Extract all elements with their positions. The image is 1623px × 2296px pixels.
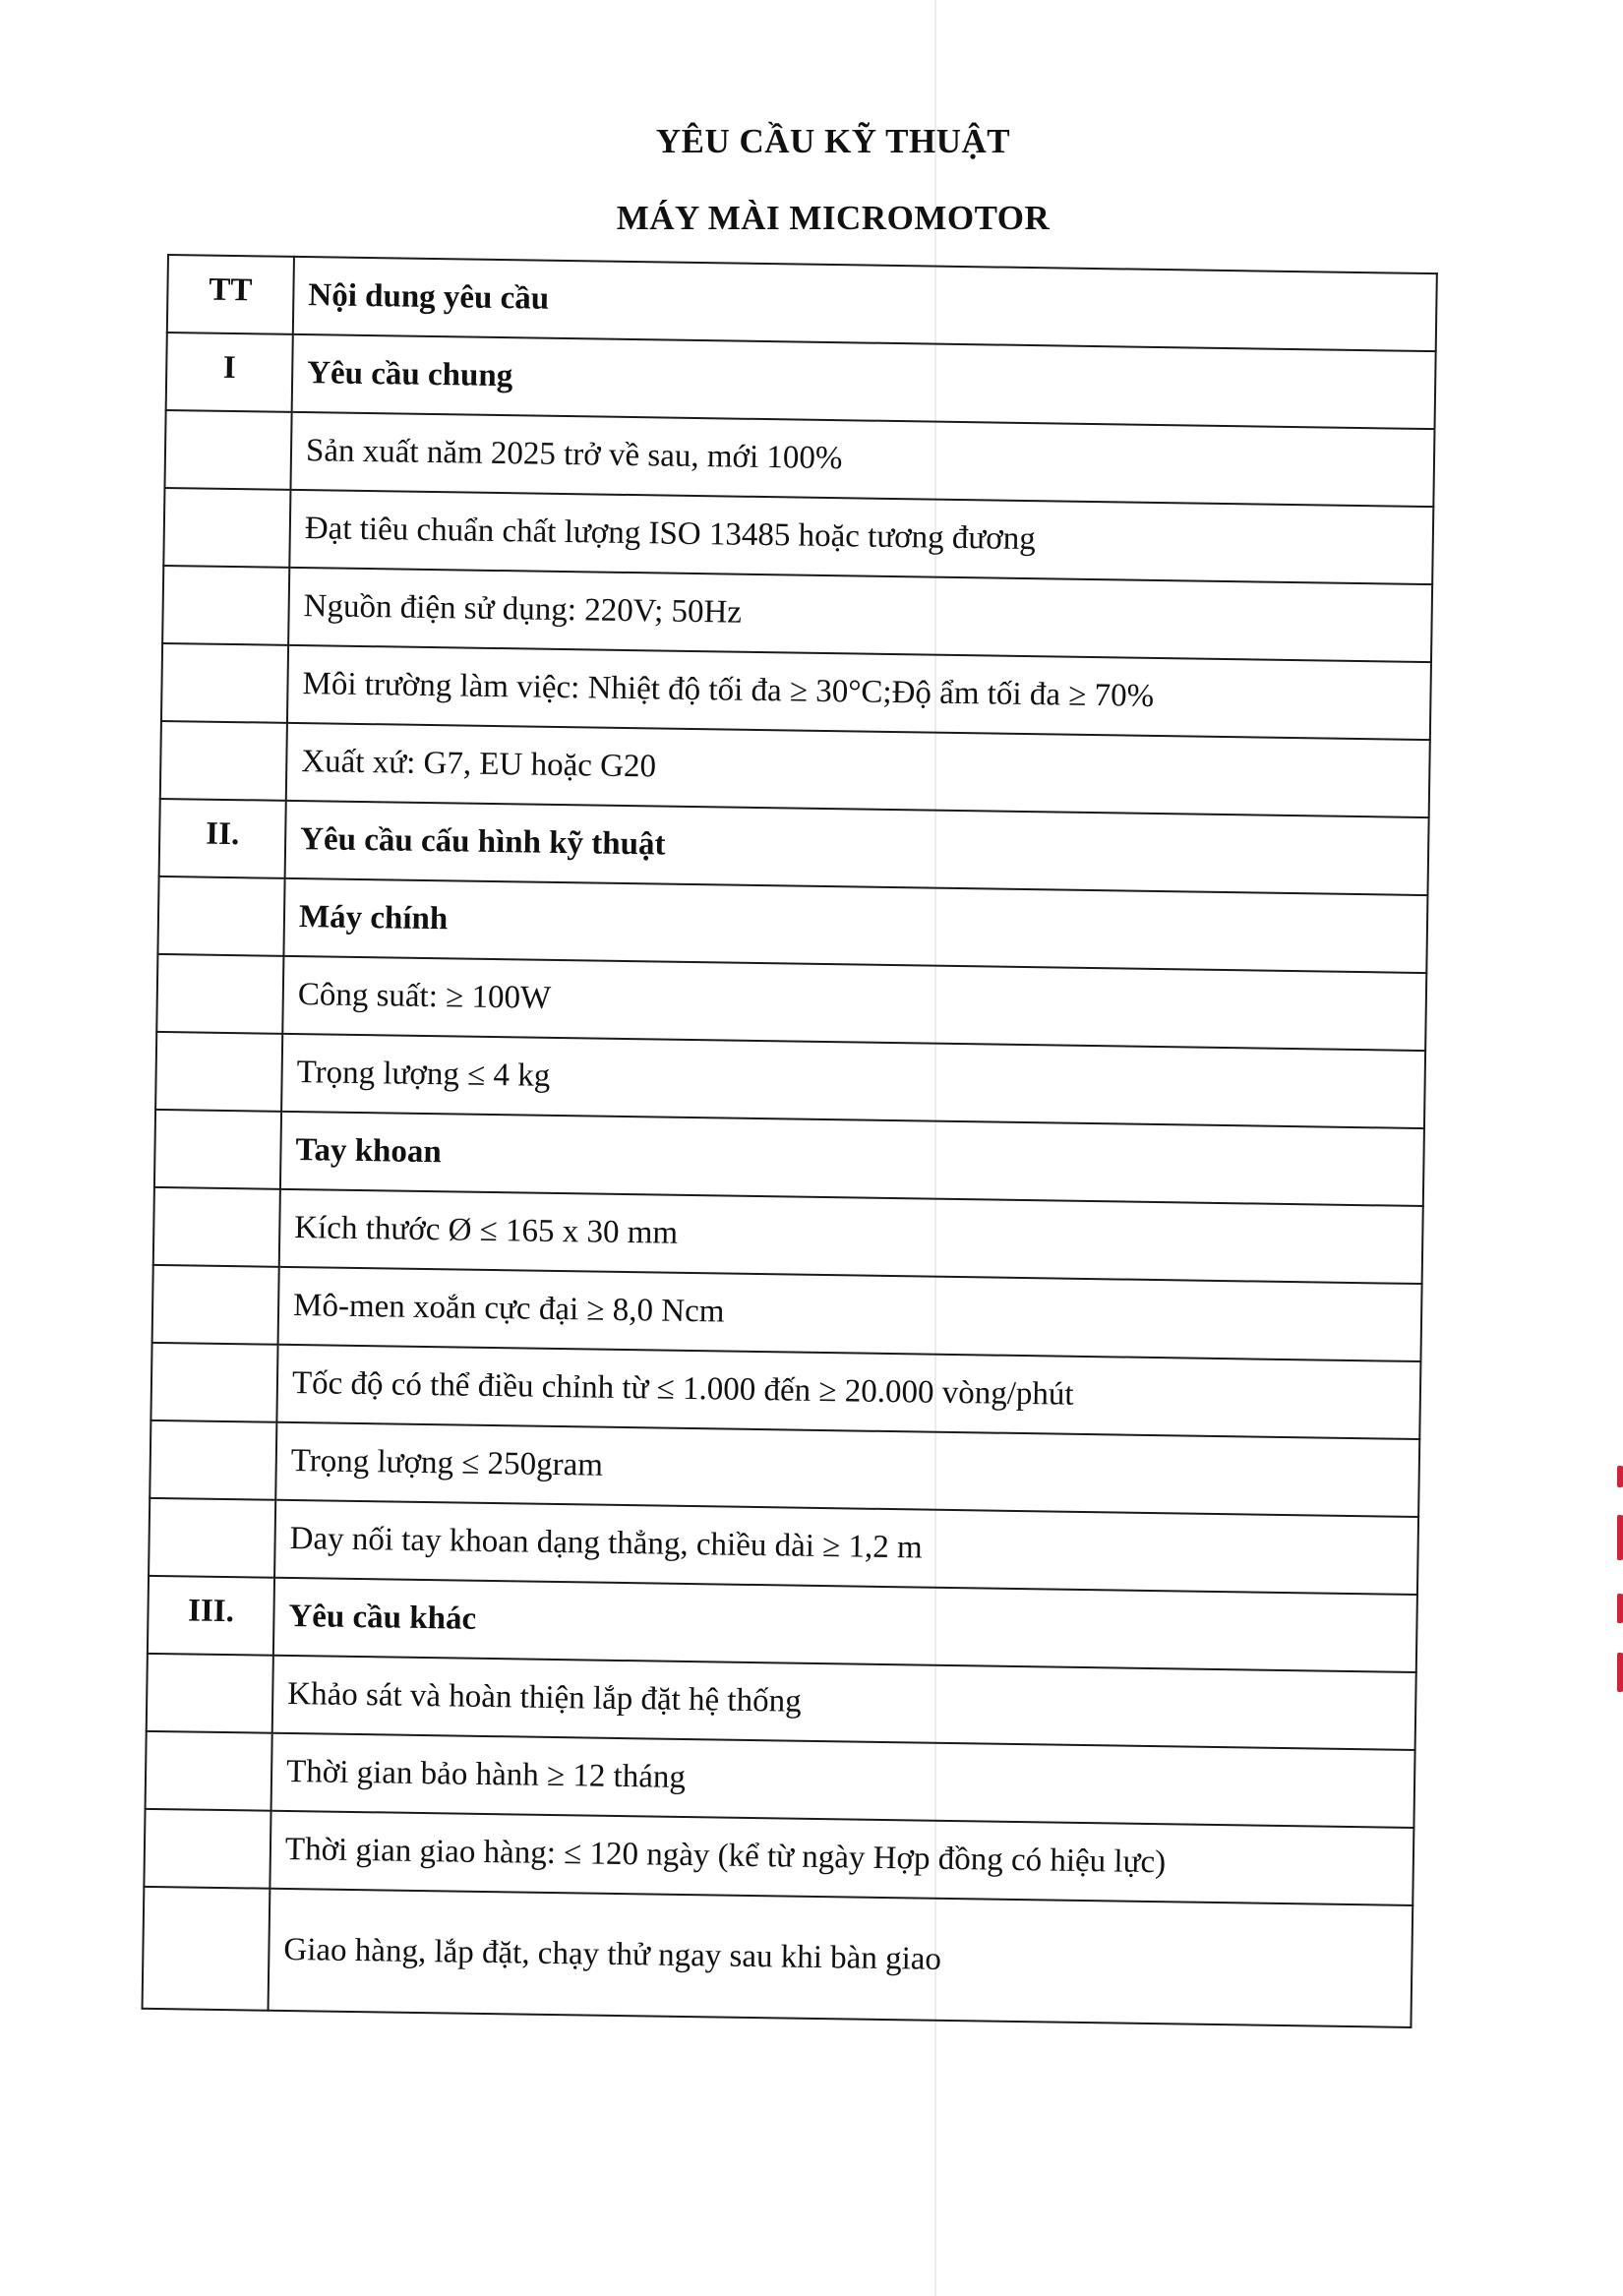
row-content-cell: Giao hàng, lắp đặt, chạy thử ngay sau khi bàn giao (269, 1889, 1413, 2027)
row-number-cell (146, 1731, 272, 1811)
row-number-cell (152, 1265, 279, 1345)
row-content-cell: Môi trường làm việc: Nhiệt độ tối đa ≥ 30°C;Độ ẩm tối đa ≥ 70% (287, 645, 1431, 740)
row-number-cell (161, 643, 288, 723)
row-content-cell: Trọng lượng ≤ 250gram (275, 1422, 1419, 1517)
row-number-cell (150, 1420, 276, 1500)
row-content-cell: Kích thước Ø ≤ 165 x 30 mm (279, 1189, 1423, 1284)
row-content-cell: Thời gian bảo hành ≥ 12 tháng (271, 1733, 1415, 1828)
header-number-cell: TT (167, 255, 294, 334)
row-content-cell: Thời gian giao hàng: ≤ 120 ngày (kể từ ngày Hợp đồng có hiệu lực) (270, 1811, 1413, 1905)
row-content-cell: Công suất: ≥ 100W (282, 956, 1426, 1051)
row-number-cell (147, 1654, 273, 1733)
row-content-cell: Khảo sát và hoàn thiện lắp đặt hệ thống (272, 1656, 1416, 1750)
row-number-cell (143, 1887, 270, 2011)
row-content-cell: Xuất xứ: G7, EU hoặc G20 (286, 723, 1430, 817)
stamp-mark (1617, 1653, 1623, 1692)
row-content-cell: Sản xuất năm 2025 trở về sau, mới 100% (290, 412, 1434, 507)
row-number-cell (160, 721, 287, 801)
stamp-mark (1617, 1594, 1623, 1623)
row-number-cell (164, 410, 291, 490)
table-row (143, 1887, 1413, 2027)
row-content-cell: Yêu cầu khác (273, 1578, 1417, 1672)
row-number-cell (163, 488, 290, 568)
row-number-cell: I (166, 332, 293, 412)
document-subtitle: MÁY MÀI MICROMOTOR (616, 199, 1051, 237)
row-content-cell: Tốc độ có thể điều chỉnh từ ≤ 1.000 đến ≥ 20.000 vòng/phút (276, 1345, 1420, 1439)
header-content-cell: Nội dung yêu cầu (293, 257, 1437, 351)
row-content-cell: Mô-men xoắn cực đại ≥ 8,0 Ncm (278, 1267, 1422, 1361)
row-number-cell (155, 1032, 282, 1112)
requirements-table-wrapper (142, 254, 1438, 2028)
stamp-mark (1617, 1515, 1623, 1560)
row-content-cell: Nguồn điện sử dụng: 220V; 50Hz (288, 568, 1432, 662)
row-number-cell (156, 954, 283, 1034)
row-number-cell (157, 876, 284, 956)
row-content-cell: Yêu cầu chung (292, 334, 1436, 429)
row-number-cell: III. (148, 1576, 274, 1656)
stamp-mark (1617, 1466, 1623, 1487)
row-content-cell: Tay khoan (280, 1112, 1424, 1206)
row-number-cell: II. (159, 799, 286, 878)
document-title: YÊU CẦU KỸ THUẬT (655, 122, 1011, 160)
row-number-cell (162, 566, 289, 645)
row-content-cell: Yêu cầu cấu hình kỹ thuật (285, 801, 1429, 895)
row-content-cell: Day nối tay khoan dạng thẳng, chiều dài ≥ 1,2 m (274, 1500, 1418, 1595)
row-number-cell (149, 1498, 275, 1578)
row-content-cell: Trọng lượng ≤ 4 kg (281, 1034, 1425, 1128)
requirements-table-body (143, 255, 1437, 2027)
row-content-cell: Máy chính (283, 878, 1427, 973)
row-number-cell (153, 1187, 280, 1267)
requirements-table (142, 254, 1438, 2028)
row-content-cell: Đạt tiêu chuẩn chất lượng ISO 13485 hoặc tương đương (289, 490, 1433, 584)
row-number-cell (144, 1809, 270, 1889)
row-number-cell (154, 1110, 281, 1189)
red-stamp-fragment (1609, 1456, 1623, 1712)
row-number-cell (150, 1343, 277, 1422)
